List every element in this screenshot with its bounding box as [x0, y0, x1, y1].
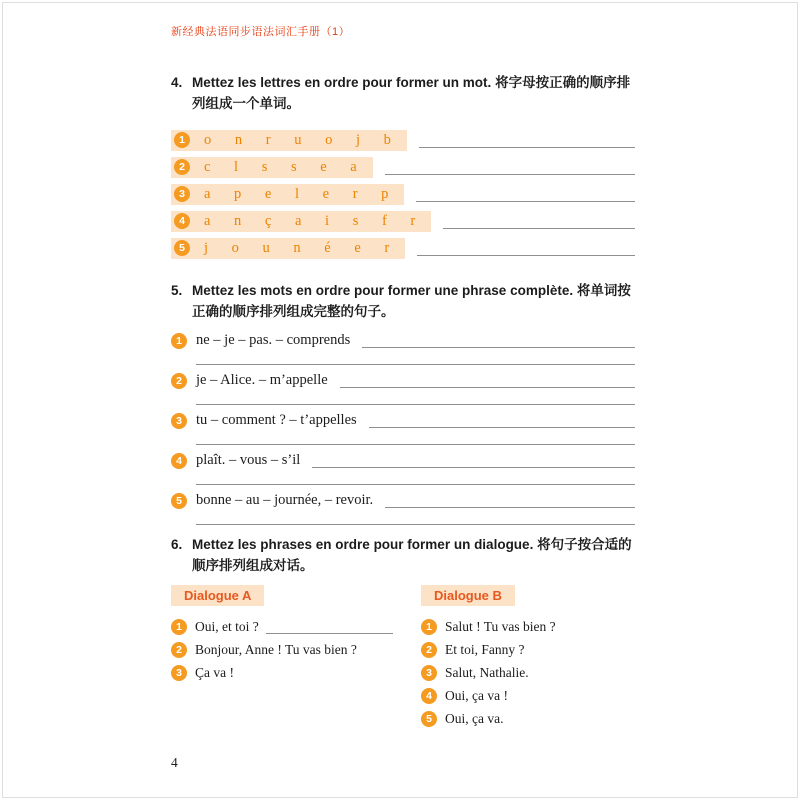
- item-number-badge: 1: [171, 619, 187, 635]
- exercise-6-title-text: [192, 535, 635, 577]
- sentence-scramble-item: [171, 371, 635, 405]
- dialogue-line-item: [171, 641, 421, 659]
- dialogue-sentence: Oui, ça va !: [445, 687, 508, 703]
- answer-line: [340, 374, 635, 388]
- answer-line: [419, 134, 635, 148]
- exercise-5-number: 5.: [171, 282, 183, 298]
- sentence-row: [171, 411, 635, 431]
- dialogue-sentence: Bonjour, Anne ! Tu vas bien ?: [195, 641, 357, 657]
- answer-line: [369, 414, 635, 428]
- scrambled-words: ne – je – pas. – comprends: [196, 332, 351, 349]
- exercise-4-title-text: [192, 73, 635, 115]
- dialogue-sentence: Salut, Nathalie.: [445, 664, 529, 680]
- sentence-row: [171, 491, 635, 511]
- answer-line: [196, 351, 635, 365]
- letter-scramble-row: [171, 211, 635, 232]
- dialogue-line-item: [421, 687, 635, 705]
- letter-band: [171, 184, 404, 205]
- letter-band: [171, 211, 431, 232]
- dialogue-b-label: Dialogue B: [421, 585, 515, 606]
- letter-scramble-row: [171, 157, 635, 178]
- scrambled-letters: j o u n é e r: [204, 239, 400, 256]
- item-number-badge: 2: [421, 642, 437, 658]
- exercise-4-items: [171, 130, 635, 259]
- exercise-5-title-zh: 将单词按正确的顺序排列组成完整的句子。: [192, 282, 631, 319]
- exercise-6-title-zh: 将句子按合适的顺序排列组成对话。: [192, 536, 632, 573]
- scrambled-letters: a n ç a i s f r: [204, 212, 426, 229]
- letter-band: [171, 130, 407, 151]
- item-number-badge: 3: [421, 665, 437, 681]
- dialogue-line-item: [421, 641, 635, 659]
- scrambled-words: bonne – au – journée, – revoir.: [196, 492, 374, 509]
- item-number-badge: 1: [171, 333, 187, 349]
- sentence-row: [171, 371, 635, 391]
- item-number-badge: 2: [171, 642, 187, 658]
- sentence-scramble-item: [171, 331, 635, 365]
- item-number-badge: 1: [421, 619, 437, 635]
- exercise-6-title-fr: Mettez les phrases en ordre pour former un dialogue.: [192, 536, 534, 552]
- scrambled-letters: o n r u o j b: [204, 131, 401, 148]
- exercise-6-title: [171, 535, 635, 577]
- item-number-badge: 2: [174, 159, 190, 175]
- letter-scramble-row: [171, 238, 635, 259]
- letter-band: [171, 238, 405, 259]
- item-number-badge: 4: [171, 453, 187, 469]
- exercise-5-title: [171, 281, 635, 323]
- answer-line: [196, 471, 635, 485]
- answer-line: [417, 242, 635, 256]
- answer-line: [196, 431, 635, 445]
- letter-scramble-row: [171, 184, 635, 205]
- scrambled-words: je – Alice. – m’appelle: [196, 372, 328, 389]
- answer-line: [416, 188, 635, 202]
- sentence-scramble-item: [171, 451, 635, 485]
- dialogue-line-item: [171, 664, 421, 682]
- item-number-badge: 3: [171, 665, 187, 681]
- book-page: [2, 2, 798, 798]
- answer-line: [312, 454, 635, 468]
- item-number-badge: 3: [171, 413, 187, 429]
- item-number-badge: 5: [174, 240, 190, 256]
- answer-line: [443, 215, 635, 229]
- exercise-4-number: 4.: [171, 75, 183, 90]
- dialogue-line-item: [421, 618, 635, 636]
- exercise-5-title-text: [192, 281, 635, 323]
- dialogue-b-column: [421, 585, 635, 733]
- dialogue-a-column: [171, 585, 421, 733]
- page-content: [171, 3, 635, 733]
- letter-band: [171, 157, 373, 178]
- exercise-4-title-fr: Mettez les lettres en ordre pour former un mot.: [192, 75, 492, 90]
- answer-line: [385, 494, 635, 508]
- page-number: 4: [171, 755, 178, 770]
- answer-line: [196, 511, 635, 525]
- scrambled-words: tu – comment ? – t’appelles: [196, 412, 357, 429]
- item-number-badge: 2: [171, 373, 187, 389]
- sentence-scramble-item: [171, 411, 635, 445]
- dialogue-line-item: [421, 710, 635, 728]
- scrambled-letters: c l s s e a: [204, 158, 367, 175]
- answer-line: [385, 161, 635, 175]
- exercise-5-items: [171, 331, 635, 525]
- item-number-badge: 1: [174, 132, 190, 148]
- dialogue-sentence: Ça va !: [195, 664, 234, 680]
- dialogue-line-item: [421, 664, 635, 682]
- dialogue-sentence: Oui, et toi ?: [195, 618, 259, 634]
- exercise-4-title: [171, 73, 635, 115]
- scrambled-words: plaît. – vous – s’il: [196, 452, 301, 469]
- answer-line: [266, 623, 393, 634]
- exercise-4-title-zh: 将字母按正确的顺序排列组成一个单词。: [192, 75, 631, 111]
- answer-line: [196, 391, 635, 405]
- item-number-badge: 3: [174, 186, 190, 202]
- dialogue-line-item: [171, 618, 421, 636]
- item-number-badge: 5: [171, 493, 187, 509]
- answer-line: [362, 334, 635, 348]
- item-number-badge: 4: [421, 688, 437, 704]
- scrambled-letters: a p e l e r p: [204, 185, 399, 202]
- exercise-6-dialogues: [171, 585, 635, 733]
- dialogue-a-label: Dialogue A: [171, 585, 264, 606]
- letter-scramble-row: [171, 130, 635, 151]
- dialogue-sentence: Et toi, Fanny ?: [445, 641, 525, 657]
- dialogue-sentence: Oui, ça va.: [445, 710, 504, 726]
- book-header: 新经典法语同步语法词汇手册（1）: [171, 26, 351, 38]
- item-number-badge: 5: [421, 711, 437, 727]
- dialogue-sentence: Salut ! Tu vas bien ?: [445, 618, 556, 634]
- item-number-badge: 4: [174, 213, 190, 229]
- sentence-row: [171, 451, 635, 471]
- exercise-6-number: 6.: [171, 536, 183, 552]
- exercise-5-title-fr: Mettez les mots en ordre pour former une phrase complète.: [192, 282, 574, 298]
- sentence-row: [171, 331, 635, 351]
- sentence-scramble-item: [171, 491, 635, 525]
